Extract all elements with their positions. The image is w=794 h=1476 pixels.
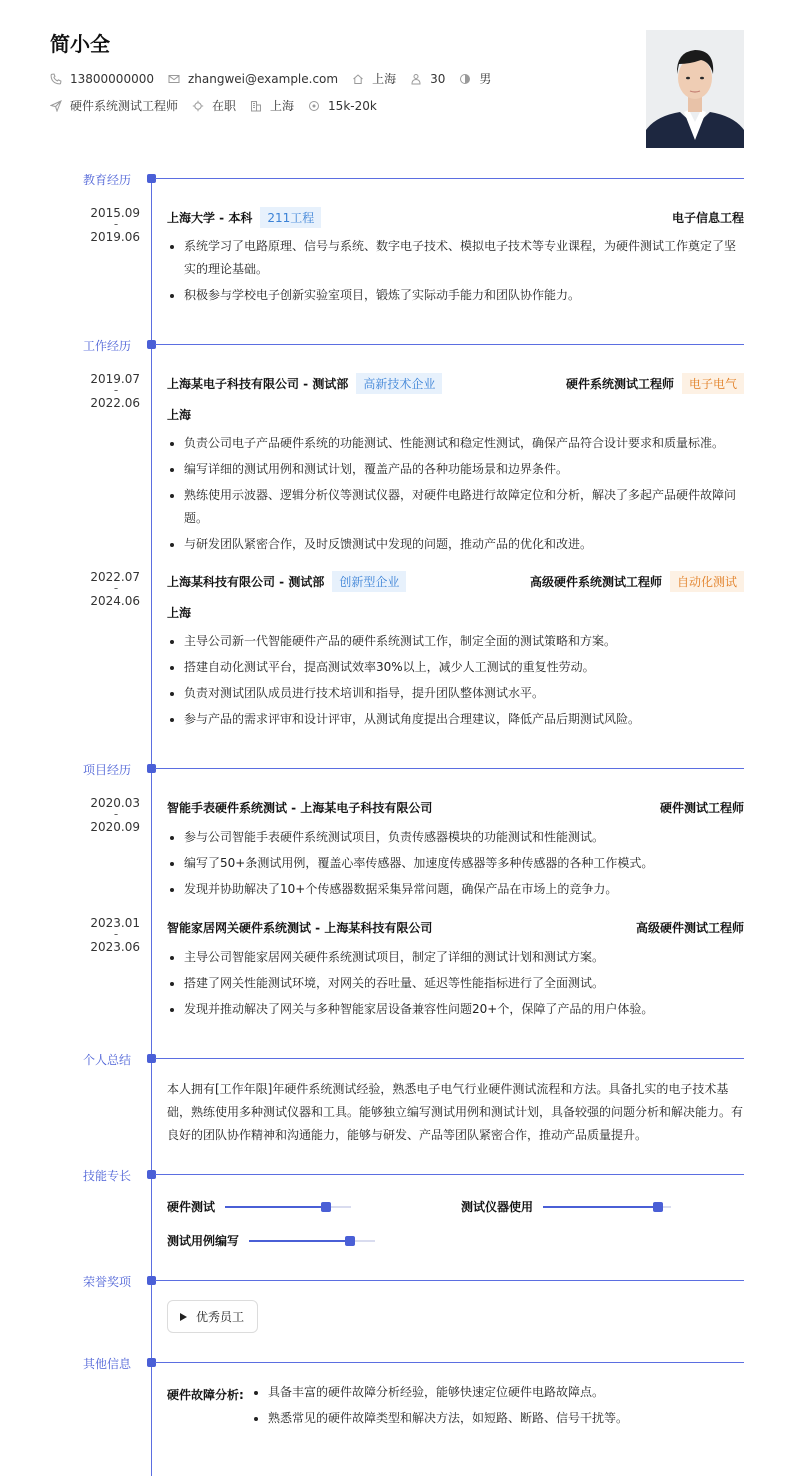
person-icon <box>410 73 422 85</box>
phone-item <box>50 72 154 86</box>
city-value: 上海 <box>270 99 295 113</box>
list-item: 编写详细的测试用例和测试计划，覆盖产品的各种功能场景和边界条件。 <box>167 458 744 481</box>
skill-bar-fill <box>225 1206 326 1208</box>
section-title-work: 工作经历 <box>83 339 132 353</box>
list-item: 系统学习了电路原理、信号与系统、数字电子技术、模拟电子技术等专业课程，为硬件测试工作奠定了坚实的理论基础。 <box>167 235 744 281</box>
industry-tag: 电子电气 <box>682 373 744 394</box>
project-header <box>167 919 744 936</box>
school-tag: 211工程 <box>260 207 321 228</box>
section-title-skills: 技能专长 <box>83 1169 132 1183</box>
list-item: 发现并推动解决了网关与多种智能家居设备兼容性问题20+个，保障了产品的用户体验。 <box>167 998 744 1021</box>
edu-bullets <box>167 235 744 310</box>
major: 电子信息工程 <box>671 211 744 225</box>
project-bullets <box>167 826 744 904</box>
skill-name: 硬件测试 <box>167 1200 216 1214</box>
date-separator: - <box>113 217 119 231</box>
section-title-summary: 个人总结 <box>83 1053 132 1067</box>
contact-row <box>50 70 505 87</box>
city-item <box>250 97 294 114</box>
work-end: 2024.06 <box>90 594 140 608</box>
section-divider <box>155 1280 744 1281</box>
building-icon <box>250 100 262 112</box>
age-item <box>410 72 445 86</box>
list-item: 发现并协助解决了10+个传感器数据采集异常问题，确保产品在市场上的竞争力。 <box>167 878 744 901</box>
award-chip[interactable] <box>167 1300 258 1333</box>
work-date <box>72 571 140 607</box>
edu-start: 2015.09 <box>90 206 140 220</box>
company-tag: 创新型企业 <box>332 571 406 592</box>
job-title-value: 硬件系统测试工程师 <box>70 99 179 113</box>
work-end: 2022.06 <box>90 396 140 410</box>
project-name: 智能手表硬件系统测试 - 上海某电子科技有限公司 <box>167 801 433 815</box>
salary-value: 15k-20k <box>328 98 377 113</box>
status-icon <box>192 100 204 112</box>
project-date <box>72 917 140 953</box>
avatar-portrait <box>646 30 744 148</box>
play-icon <box>180 1313 187 1321</box>
skill-item <box>167 1198 351 1215</box>
skill-bar <box>543 1206 671 1208</box>
home-icon <box>352 73 364 85</box>
skill-bar <box>249 1240 375 1242</box>
list-item: 与研发团队紧密合作，及时反馈测试中发现的问题，推动产品的优化和改进。 <box>167 533 744 556</box>
job-row <box>50 97 391 114</box>
section-title-awards: 荣誉奖项 <box>83 1275 132 1289</box>
edu-header <box>167 207 744 228</box>
location-item <box>352 70 396 87</box>
edu-date <box>72 207 140 243</box>
skill-bar-knob <box>345 1236 355 1246</box>
location-value: 上海 <box>372 72 397 86</box>
section-title-projects: 项目经历 <box>83 763 132 777</box>
job-position: 硬件系统测试工程师 <box>565 377 674 391</box>
other-label: 硬件故障分析: <box>167 1388 244 1402</box>
coin-icon <box>308 100 320 112</box>
date-separator: - <box>113 581 119 595</box>
section-divider <box>155 1362 744 1363</box>
project-end: 2023.06 <box>90 940 140 954</box>
candidate-name: 简小全 <box>50 32 110 56</box>
list-item: 熟悉常见的硬件故障类型和解决方法，如短路、断路、信号干扰等。 <box>251 1407 744 1430</box>
skill-name: 测试用例编写 <box>167 1234 240 1248</box>
date-separator: - <box>113 927 119 941</box>
skill-name: 测试仪器使用 <box>461 1200 534 1214</box>
section-title-other: 其他信息 <box>83 1357 132 1371</box>
project-date <box>72 797 140 833</box>
skill-bar-fill <box>543 1206 658 1208</box>
work-location: 上海 <box>167 408 192 422</box>
project-start: 2023.01 <box>90 916 140 930</box>
edu-end: 2019.06 <box>90 230 140 244</box>
date-separator: - <box>113 383 119 397</box>
send-icon <box>50 100 62 112</box>
skill-item <box>167 1232 375 1249</box>
section-divider <box>155 1174 744 1175</box>
company-tag: 高新技术企业 <box>356 373 442 394</box>
list-item: 参与产品的需求评审和设计评审，从测试角度提出合理建议，降低产品后期测试风险。 <box>167 708 744 731</box>
skill-bar-fill <box>249 1240 350 1242</box>
email-value: zhangwei@example.com <box>187 71 339 86</box>
project-header <box>167 799 744 816</box>
work-start: 2019.07 <box>90 372 140 386</box>
summary-text: 本人拥有[工作年限]年硬件系统测试经验，熟悉电子电气行业硬件测试流程和方法。具备扎实的电子技术基础，熟练使用多种测试仪器和工具。能够独立编写测试用例和测试计划，具备较强的问题分析和解决能力。有良好的团队协作精神和沟通能力，能够与研发、产品等团队紧密合作，推动产品质量提升。 <box>167 1082 744 1142</box>
industry-tag: 自动化测试 <box>670 571 744 592</box>
status-value: 在职 <box>212 99 237 113</box>
list-item: 具备丰富的硬件故障分析经验，能够快速定位硬件电路故障点。 <box>251 1381 744 1404</box>
section-title-education: 教育经历 <box>83 173 132 187</box>
work-location: 上海 <box>167 606 192 620</box>
gender-item <box>459 70 491 87</box>
section-divider <box>155 344 744 345</box>
company-name: 上海某电子科技有限公司 - 测试部 <box>167 377 349 391</box>
section-divider <box>155 1058 744 1059</box>
work-header <box>167 571 744 592</box>
gender-value: 男 <box>479 72 492 86</box>
award-label: 优秀员工 <box>196 1310 245 1324</box>
age-value: 30 <box>430 71 446 86</box>
skill-bar-knob <box>653 1202 663 1212</box>
list-item: 编写了50+条测试用例，覆盖心率传感器、加速度传感器等多种传感器的各种工作模式。 <box>167 852 744 875</box>
list-item: 积极参与学校电子创新实验室项目，锻炼了实际动手能力和团队协作能力。 <box>167 284 744 307</box>
project-end: 2020.09 <box>90 820 140 834</box>
list-item: 搭建了网关性能测试环境，对网关的吞吐量、延迟等性能指标进行了全面测试。 <box>167 972 744 995</box>
email-icon <box>168 73 180 85</box>
school-name: 上海大学 - 本科 <box>167 211 253 225</box>
avatar <box>646 30 744 148</box>
list-item: 负责公司电子产品硬件系统的功能测试、性能测试和稳定性测试，确保产品符合设计要求和质量标准。 <box>167 432 744 455</box>
work-bullets <box>167 432 744 559</box>
project-start: 2020.03 <box>90 796 140 810</box>
section-divider <box>155 178 744 179</box>
gender-icon <box>459 73 471 85</box>
job-title-item <box>50 97 178 114</box>
job-position: 高级硬件系统测试工程师 <box>529 575 662 589</box>
work-date <box>72 373 140 409</box>
section-divider <box>155 768 744 769</box>
work-bullets <box>167 630 744 734</box>
project-name: 智能家居网关硬件系统测试 - 上海某科技有限公司 <box>167 921 433 935</box>
project-role: 硬件测试工程师 <box>659 801 744 815</box>
work-start: 2022.07 <box>90 570 140 584</box>
other-list <box>251 1381 744 1433</box>
project-role: 高级硬件测试工程师 <box>635 921 744 935</box>
phone-icon <box>50 73 62 85</box>
company-name: 上海某科技有限公司 - 测试部 <box>167 575 325 589</box>
email-item <box>168 72 338 86</box>
list-item: 主导公司新一代智能硬件产品的硬件系统测试工作，制定全面的测试策略和方案。 <box>167 630 744 653</box>
list-item: 负责对测试团队成员进行技术培训和指导，提升团队整体测试水平。 <box>167 682 744 705</box>
list-item: 主导公司智能家居网关硬件系统测试项目，制定了详细的测试计划和测试方案。 <box>167 946 744 969</box>
work-header <box>167 373 744 394</box>
list-item: 搭建自动化测试平台，提高测试效率30%以上，减少人工测试的重复性劳动。 <box>167 656 744 679</box>
list-item: 参与公司智能手表硬件系统测试项目，负责传感器模块的功能测试和性能测试。 <box>167 826 744 849</box>
status-item <box>192 97 236 114</box>
date-separator: - <box>113 807 119 821</box>
skill-item <box>461 1198 671 1215</box>
skill-bar-knob <box>321 1202 331 1212</box>
salary-item <box>308 99 377 113</box>
skill-bar <box>225 1206 351 1208</box>
list-item: 熟练使用示波器、逻辑分析仪等测试仪器，对硬件电路进行故障定位和分析，解决了多起产品硬件故障问题。 <box>167 484 744 530</box>
project-bullets <box>167 946 744 1024</box>
phone-value: 13800000000 <box>70 71 154 86</box>
